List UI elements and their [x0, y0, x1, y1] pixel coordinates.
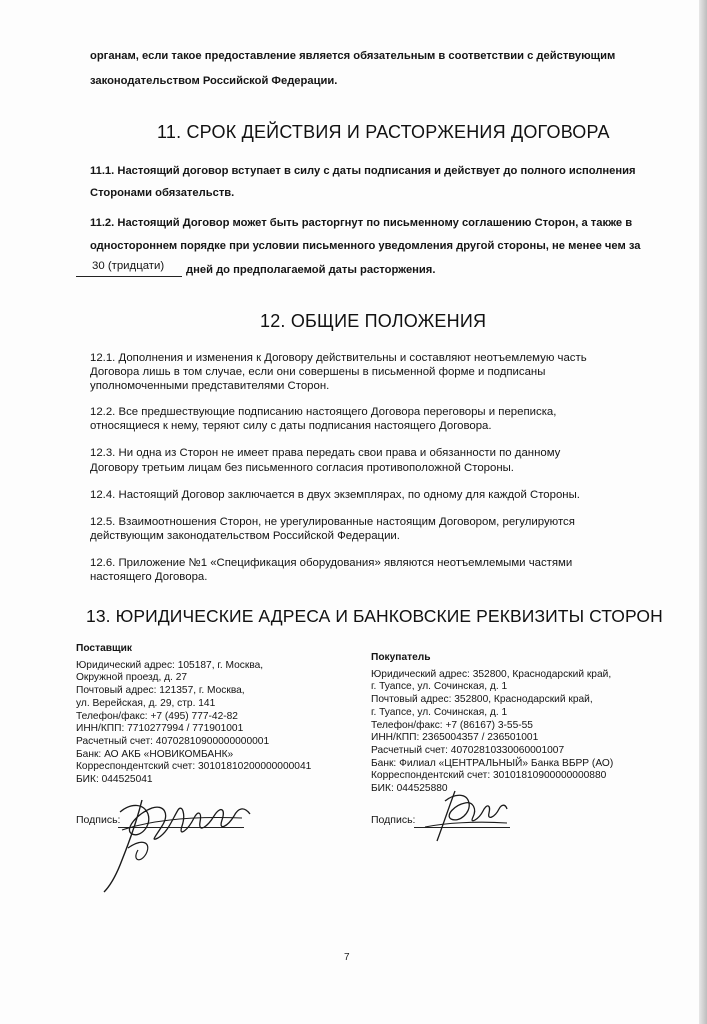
clause-12-3-line-1: 12.3. Ни одна из Сторон не имеет права передать свои права и обязанности по данному — [90, 447, 561, 459]
clause-11-2-fill-line — [76, 276, 182, 277]
buyer-line: Телефон/факс: +7 (86167) 3-55-55 — [371, 719, 533, 731]
buyer-signature-label: Подпись: — [371, 814, 416, 826]
buyer-line: Почтовый адрес: 352800, Краснодарский край, — [371, 694, 593, 706]
supplier-line: Окружной проезд, д. 27 — [76, 672, 188, 684]
intro-line-2: законодательством Российской Федерации. — [90, 75, 338, 87]
section-11-title: 11. СРОК ДЕЙСТВИЯ И РАСТОРЖЕНИЯ ДОГОВОРА — [157, 122, 610, 142]
clause-11-2-fill-value: 30 (тридцати) — [92, 260, 165, 272]
clause-12-2-line-2: относящиеся к нему, теряют силу с даты подписания настоящего Договора. — [90, 420, 492, 432]
clause-12-1-line-1: 12.1. Дополнения и изменения к Договору действительны и составляют неотъемлемую часть — [90, 352, 587, 364]
section-12-title: 12. ОБЩИЕ ПОЛОЖЕНИЯ — [260, 311, 487, 331]
supplier-line: Банк: АО АКБ «НОВИКОМБАНК» — [76, 748, 234, 760]
supplier-line: ул. Верейская, д. 29, стр. 141 — [76, 697, 216, 709]
clause-12-3-line-2: Договору третьим лицам без письменного согласия противоположной Стороны. — [90, 462, 514, 474]
clause-12-5-line-1: 12.5. Взаимоотношения Сторон, не урегулированные настоящим Договором, регулируются — [90, 516, 575, 528]
buyer-line: Расчетный счет: 40702810330060001007 — [371, 744, 565, 756]
section-13-title: 13. ЮРИДИЧЕСКИЕ АДРЕСА И БАНКОВСКИЕ РЕКВИЗИТЫ СТОРОН — [86, 606, 663, 626]
scan-edge-shadow — [699, 0, 707, 1024]
supplier-line: Расчетный счет: 40702810900000000001 — [76, 735, 270, 747]
supplier-line: Корреспондентский счет: 30101810200000000041 — [76, 761, 312, 773]
clause-12-6-line-1: 12.6. Приложение №1 «Спецификация оборудования» являются неотъемлемыми частями — [90, 557, 573, 569]
buyer-line: г. Туапсе, ул. Сочинская, д. 1 — [371, 706, 508, 718]
supplier-line: Телефон/факс: +7 (495) 777-42-82 — [76, 710, 238, 722]
buyer-line: Корреспондентский счет: 30101810900000000880 — [371, 770, 607, 782]
clause-11-2-line-3: дней до предполагаемой даты расторжения. — [186, 264, 436, 276]
supplier-line: ИНН/КПП: 7710277994 / 771901001 — [76, 723, 244, 735]
clause-11-1-line-2: Сторонами обязательств. — [90, 187, 235, 199]
supplier-signature-image — [92, 790, 272, 895]
buyer-label: Покупатель — [371, 652, 431, 663]
buyer-block — [371, 652, 613, 796]
clause-12-4-line-1: 12.4. Настоящий Договор заключается в двух экземплярах, по одному для каждой Стороны. — [90, 489, 580, 501]
clause-12-6-line-2: настоящего Договора. — [90, 571, 208, 583]
supplier-line: БИК: 044525041 — [76, 774, 153, 786]
buyer-line: БИК: 044525880 — [371, 783, 448, 795]
supplier-block — [76, 643, 311, 787]
supplier-label: Поставщик — [76, 643, 132, 654]
supplier-signature-label: Подпись: — [76, 814, 121, 826]
supplier-line: Юридический адрес: 105187, г. Москва, — [76, 659, 264, 671]
clause-12-2-line-1: 12.2. Все предшествующие подписанию настоящего Договора переговоры и переписка, — [90, 406, 557, 418]
intro-line-1: органам, если такое предоставление является обязательным в соответствии с действующим — [90, 50, 616, 62]
clause-12-1-line-2: Договора лишь в том случае, если они совершены в письменной форме и подписаны — [90, 366, 546, 378]
buyer-line: Юридический адрес: 352800, Краснодарский край, — [371, 668, 612, 680]
buyer-signature-image — [415, 783, 515, 853]
buyer-line: ИНН/КПП: 2365004357 / 236501001 — [371, 732, 539, 744]
page-number: 7 — [344, 952, 350, 963]
clause-11-1-line-1: 11.1. Настоящий договор вступает в силу с даты подписания и действует до полного исполнения — [90, 165, 636, 177]
buyer-line: Банк: Филиал «ЦЕНТРАЛЬНЫЙ» Банка ВБРР (АО) — [371, 757, 614, 769]
clause-11-2-line-2: одностороннем порядке при условии письменного уведомления другой стороны, не менее чем за — [90, 240, 641, 252]
supplier-line: Почтовый адрес: 121357, г. Москва, — [76, 685, 245, 697]
clause-12-5-line-2: действующим законодательством Российской Федерации. — [90, 530, 400, 542]
clause-11-2-line-1: 11.2. Настоящий Договор может быть расторгнут по письменному соглашению Сторон, а также в — [90, 217, 633, 229]
buyer-line: г. Туапсе, ул. Сочинская, д. 1 — [371, 681, 508, 693]
clause-12-1-line-3: уполномоченными представителями Сторон. — [90, 380, 330, 392]
